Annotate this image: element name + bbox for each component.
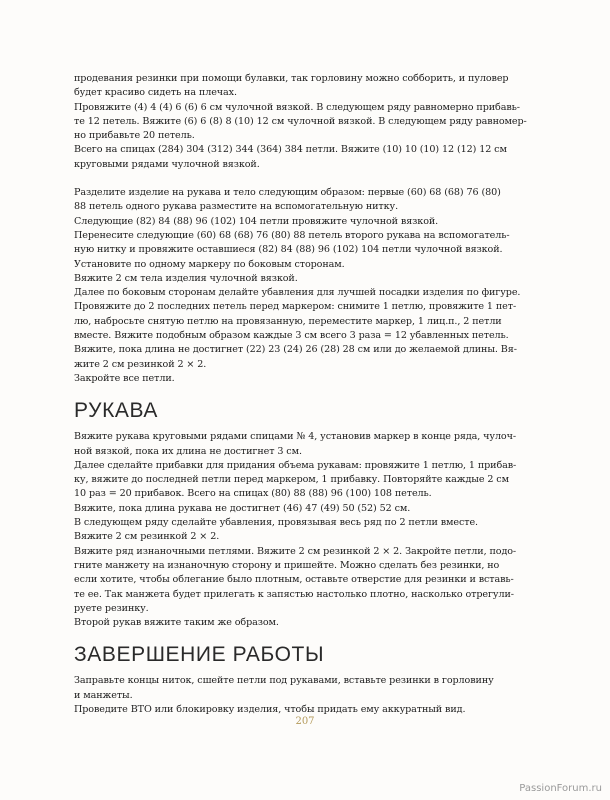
paragraph: В следующем ряду сделайте убавления, провязывая весь ряд по 2 петли вместе. — [74, 517, 478, 529]
section-heading-finishing: ЗАВЕРШЕНИЕ РАБОТЫ — [74, 643, 325, 667]
paragraph: Вяжите рукава круговыми рядами спицами № 4, установив маркер в конце ряда, чулоч- ной вязкой, пока их длина не достигнет 3 см. — [74, 431, 516, 457]
paragraph: Проведите ВТО или блокировку изделия, чтобы придать ему аккуратный вид. — [74, 703, 466, 715]
paragraph: Следующие (82) 84 (88) 96 (102) 104 петли провяжите чулочной вязкой. — [74, 215, 439, 227]
watermark: PassionForum.ru — [519, 783, 602, 794]
paragraph: Вяжите, пока длина не достигнет (22) 23 (24) 26 (28) 28 см или до желаемой длины. Вя- жите 2 см резинкой 2 × 2. — [74, 344, 517, 370]
paragraph: продевания резинки при помощи булавки, так горловину можно собборить, и пуловер будет красиво сидеть на плечах. — [74, 73, 509, 99]
paragraph: Вяжите 2 см тела изделия чулочной вязкой. — [74, 272, 298, 284]
finishing-block — [74, 674, 544, 717]
section-heading-sleeves: РУКАВА — [74, 399, 159, 423]
paragraph: Заправьте концы ниток, сшейте петли под рукавами, вставьте резинки в горловину и манжеты. — [74, 675, 494, 701]
paragraph: Закройте все петли. — [74, 372, 175, 384]
sleeves-block — [74, 430, 544, 630]
body-section-block — [74, 186, 544, 386]
paragraph: Разделите изделие на рукава и тело следующим образом: первые (60) 68 (68) 76 (80) 88 петель одного рукава разместите на вспомогательную нитку. — [74, 187, 501, 213]
paragraph: Вяжите 2 см резинкой 2 × 2. — [74, 531, 220, 543]
intro-block — [74, 72, 544, 172]
paragraph: Далее сделайте прибавки для придания объема рукавам: провяжите 1 петлю, 1 прибав- ку, вяжите до последней петли перед маркером, 1 прибавку. Повторяйте каждые 2 см 10 раз = 20 прибавок. Всего на спицах (80) 88 (88) 96 (100) 108 петель. — [74, 459, 517, 500]
page-number: 207 — [295, 716, 315, 727]
paragraph: Перенесите следующие (60) 68 (68) 76 (80) 88 петель второго рукава на вспомогатель- ную нитку и провяжите оставшиеся (82) 84 (88) 96 (102) 104 петли чулочной вязкой. — [74, 229, 510, 256]
paragraph: Установите по одному маркеру по боковым сторонам. — [74, 258, 345, 270]
paragraph: Всего на спицах (284) 304 (312) 344 (364) 384 петли. Вяжите (10) 10 (10) 12 (12) 12 см круговыми рядами чулочной вязкой. — [74, 144, 507, 170]
paragraph: Далее по боковым сторонам делайте убавления для лучшей посадки изделия по фигуре. Провяжите до 2 последних петель перед маркером: снимите 1 петлю, провяжите 1 пет- лю, набросьте снятую петлю на провязанную, переместите маркер, 1 лиц.п., 2 петли вместе. Вяжите подобным образом каждые 3 см всего 3 раза = 12 убавленных петель. — [74, 287, 521, 342]
page-content — [74, 72, 544, 717]
paragraph: Вяжите ряд изнаночными петлями. Вяжите 2 см резинкой 2 × 2. Закройте петли, подо- гните манжету на изнаночную сторону и пришейте. Можно сделать без резинки, но если хотите, чтобы облегание было плотным, оставьте отверстие для резинки и вставь- те ее. Так манжета будет прилегать к запястью настолько плотно, насколько отрегули- руете резинку. — [74, 545, 517, 614]
paragraph: Второй рукав вяжите таким же образом. — [74, 617, 279, 629]
paragraph: Вяжите, пока длина рукава не достигнет (46) 47 (49) 50 (52) 52 см. — [74, 502, 411, 514]
paragraph: Провяжите (4) 4 (4) 6 (6) 6 см чулочной вязкой. В следующем ряду равномерно прибавь- те 12 петель. Вяжите (6) 6 (8) 8 (10) 12 см чулочной вязкой. В следующем ряду равномер- но прибавьте 20 петель. — [74, 101, 527, 142]
